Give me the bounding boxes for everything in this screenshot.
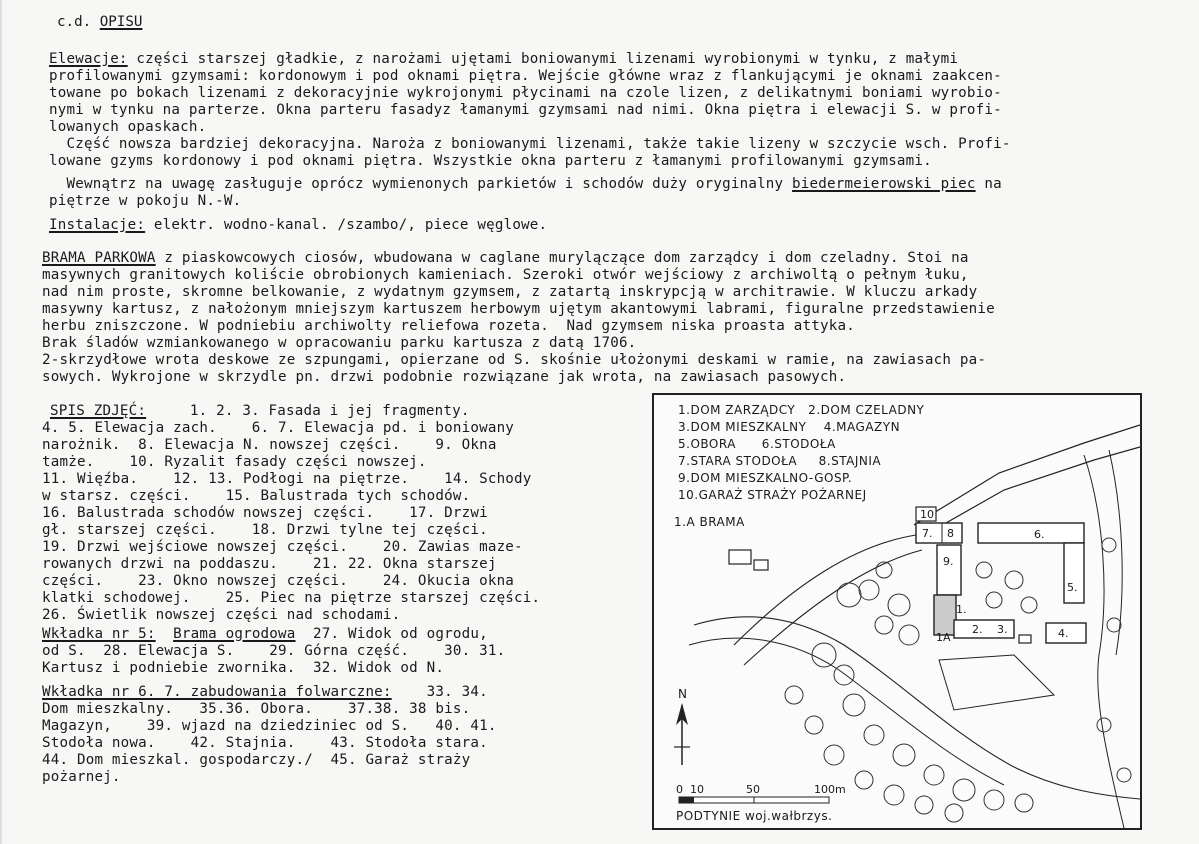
spis-line: 26. Świetlik nowszej części nad schodami. — [42, 607, 401, 623]
brama-line-5: herbu zniszczone. W podniebiu archiwolty reliefowa rozeta. Nad gzymsem niska proasta attyka. — [42, 318, 855, 334]
legend-line: 9.DOM MIESZKALNO-GOSP. — [678, 471, 853, 485]
instalacje-line: Instalacje: elektr. wodno-kanal. /szambo/, piece węglowe. — [49, 217, 548, 233]
elewacje-line-4: nymi w tynku na parterze. Okna parteru fasadyz łamanymi gzymsami nad nimi. Okna piętra i elewacji S. w profi- — [49, 102, 1002, 118]
north-label: N — [678, 687, 687, 701]
wkladka-6-line-4: Stodoła nowa. 42. Stajnia. 43. Stodoła stara. — [42, 735, 488, 751]
elewacje-line-2: profilowanymi gzymsami: kordonowym i pod oknami piętra. Wejście główne wraz z flankującymi je oknami zaakcen- — [49, 68, 1002, 84]
spis-line: tamże. 10. Ryzalit fasady części nowszej. — [42, 454, 427, 470]
spis-line: rowanych drzwi na poddaszu. 21. 22. Okna starszej — [42, 556, 497, 572]
elewacje-line-1: Elewacje: części starszej gładkie, z narożami ujętami boniowanymi lizenami wyrobionymi w tynku, z małymi — [49, 51, 959, 67]
wkladka-5-line-3: Kartusz i podniebie zwornika. 32. Widok od N. — [42, 660, 445, 676]
wkladka-6-line-3: Magazyn, 39. wjazd na dziedziniec od S. 40. 41. — [42, 718, 497, 734]
brama-label: BRAMA PARKOWA — [42, 250, 156, 266]
building-number-7: 7. — [922, 527, 933, 540]
elewacje-label: Elewacje: — [49, 51, 128, 67]
wkladka-5-line-2: od S. 28. Elewacja S. 29. Górna część. 30. 31. — [42, 643, 506, 659]
wkladka-6-line-2: Dom mieszkalny. 35.36. Obora. 37.38. 38 bis. — [42, 701, 471, 717]
header-title: OPISU — [99, 14, 143, 30]
brama-line-8: sowych. Wykrojone w skrzydle pn. drzwi podobnie rozwiązane jak wrota, na zawiasach pasowych. — [42, 369, 847, 385]
brama-line-2: masywnych granitowych koliście obrobionych kamieniach. Szeroki otwór wejściowy z archiwoltą o pełnym łuku, — [42, 267, 969, 283]
elewacje-line-5: lowanych opaskach. — [49, 119, 207, 135]
instalacje-label: Instalacje: — [49, 217, 146, 233]
spis-line: 4. 5. Elewacja zach. 6. 7. Elewacja pd. i boniowany — [42, 420, 515, 436]
wkladka-6-line-1: Wkładka nr 6. 7. zabudowania folwarczne: 33. 34. — [42, 684, 488, 700]
map-caption: PODTYNIE woj.wałbrzys. — [676, 809, 833, 823]
brama-line-7: 2-skrzydłowe wrota deskowe ze szpungami, opierzane od S. skośnie ułożonymi deskami w ramie, na zawiasach pa- — [42, 352, 987, 368]
building-number-3: 3. — [997, 623, 1008, 636]
building-number-2: 2. — [972, 623, 983, 636]
wnetrze-line-2: piętrze w pokoju N.-W. — [49, 193, 242, 209]
spis-line: 16. Balustrada schodów nowszej części. 17. Drzwi — [42, 505, 488, 521]
header-prefix: c.d. — [57, 14, 92, 30]
brama-line-4: masywny kartusz, z nałożonym mniejszym kartuszem herbowym ujętym akantowymi labrami, figuralne przedstawienie — [42, 301, 995, 317]
wkladka-5-line-1: Wkładka nr 5: Brama ogrodowa 27. Widok od ogrodu, — [42, 626, 488, 642]
site-plan-map — [652, 393, 1142, 830]
building-number-1: 1. — [956, 603, 967, 616]
legend-line: 3.DOM MIESZKALNY 4.MAGAZYN — [678, 420, 901, 434]
spis-line: 11. Więźba. 12. 13. Podłogi na piętrze. 14. Schody — [42, 471, 532, 487]
legend-line: 7.STARA STODOŁA 8.STAJNIA — [678, 454, 882, 468]
spis-line: 19. Drzwi wejściowe nowszej części. 20. Zawias maze- — [42, 539, 523, 555]
scale-label-100: 100m — [814, 783, 846, 796]
legend-line: 1.DOM ZARZĄDCY 2.DOM CZELADNY — [678, 403, 925, 417]
wkladka-6-label: Wkładka nr 6. 7. zabudowania folwarczne: — [42, 684, 392, 700]
building-number-6: 6. — [1034, 528, 1045, 541]
legend-line: 5.OBORA 6.STODOŁA — [678, 437, 836, 451]
building-number-5: 5. — [1067, 581, 1078, 594]
spis-line: gł. starszej części. 18. Drzwi tylne tej części. — [42, 522, 488, 538]
spis-line: części. 23. Okno nowszej części. 24. Okucia okna — [42, 573, 515, 589]
elewacje-line-3: towane po bokach lizenami z dekoracyjnie wykrojonymi płycinami na czole lizen, z delikatnymi boniami wyrobio- — [49, 85, 1002, 101]
nowsza-line-2: lowane gzyms kordonowy i pod oknami piętra. Wszystkie okna parteru z łamanymi profilowanymi gzymsami. — [49, 153, 932, 169]
wnetrze-line-1: Wewnątrz na uwagę zasługuje oprócz wymienonych parkietów i schodów duży oryginalny biedermeierowski piec na — [49, 176, 1002, 192]
building-number-10: 10 — [920, 508, 934, 521]
card-header — [57, 14, 142, 30]
spis-line: klatki schodowej. 25. Piec na piętrze starszej części. — [42, 590, 541, 606]
building-number-9: 9. — [943, 555, 954, 568]
wkladka-6-line-6: pożarnej. — [42, 769, 121, 785]
nowsza-line-1: Część nowsza bardziej dekoracyjna. Naroża z boniowanymi lizenami, także takie lizeny w szczycie wsch. Profi- — [49, 136, 1011, 152]
building-number-4: 4. — [1058, 627, 1069, 640]
wkladka-6-line-5: 44. Dom mieszkal. gospodarczy./ 45. Garaż straży — [42, 752, 471, 768]
brama-line-3: nad nim proste, skromne belkowanie, z wydatnym gzymsem, z zatartą inskrypcją w architrawie. W kluczu arkady — [42, 284, 978, 300]
spis-label: SPIS ZDJĘĆ: — [50, 403, 147, 419]
scale-label-10: 10 — [690, 783, 704, 796]
building-number-1a: 1A — [936, 631, 951, 644]
spis-line: narożnik. 8. Elewacja N. nowszej części. 9. Okna — [42, 437, 497, 453]
brama-map-label: 1.A BRAMA — [674, 515, 745, 529]
wkladka-5-label: Wkładka nr 5: — [42, 626, 156, 642]
spis-line: w starsz. części. 15. Balustrada tych schodów. — [42, 488, 471, 504]
wkladka-5-title: Brama ogrodowa — [173, 626, 296, 642]
brama-line-6: Brak śladów wzmiankowanego w opracowaniu parku kartusza z datą 1706. — [42, 335, 637, 351]
piec-highlight: biedermeierowski piec — [792, 176, 976, 192]
scale-label-0: 0 — [676, 783, 683, 796]
legend-line: 10.GARAŻ STRAŻY POŻARNEJ — [678, 488, 867, 502]
scale-label-50: 50 — [746, 783, 760, 796]
spis-line-1: SPIS ZDJĘĆ: 1. 2. 3. Fasada i jej fragmenty. — [50, 403, 470, 419]
building-number-8: 8 — [947, 527, 954, 540]
brama-line-1: BRAMA PARKOWA z piaskowcowych ciosów, wbudowana w caglane murylączące dom zarządcy i dom czeladny. Stoi na — [42, 250, 969, 266]
